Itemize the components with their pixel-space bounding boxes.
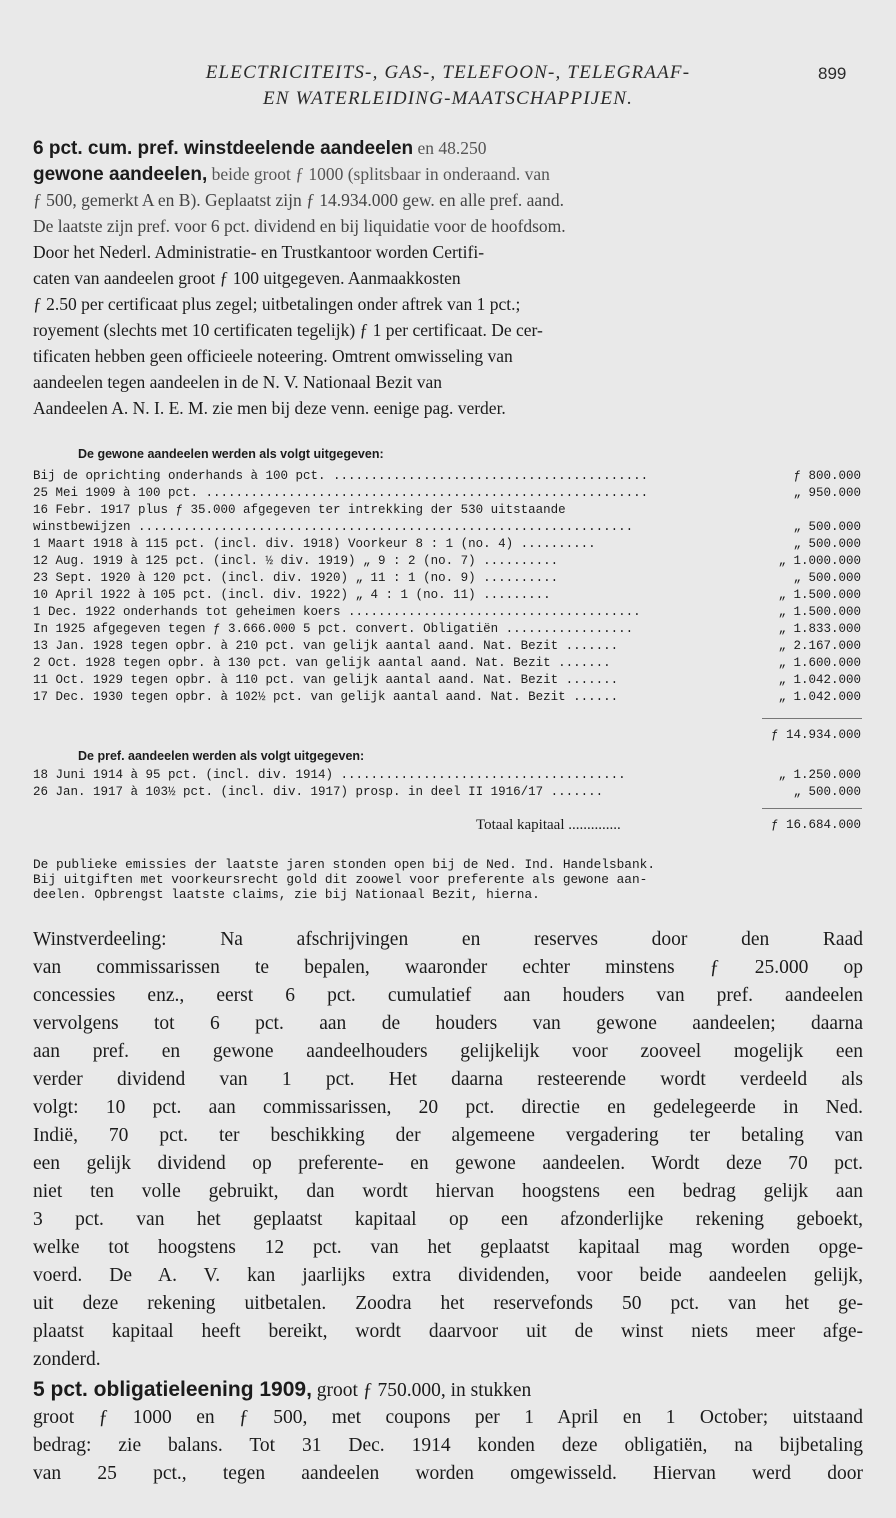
table-row-amount: „ 1.600.000 <box>778 656 861 670</box>
table-row: 11 Oct. 1929 tegen opbr. à 110 pct. van gelijk aantal aand. Nat. Bezit ....... <box>33 673 619 687</box>
intro-heading: 6 pct. cum. pref. winstdeelende aandeelen <box>33 138 414 159</box>
intro-line-11: Aandeelen A. N. I. E. M. zie men bij deze venn. eenige pag. verder. <box>33 398 506 418</box>
winst-line: aan pref. en gewone aandeelhouders gelijkelijk voor zooveel mogelijk een <box>33 1041 863 1062</box>
table-row: 23 Sept. 1920 à 120 pct. (incl. div. 1920) „ 11 : 1 (no. 9) .......... <box>33 571 559 585</box>
running-header-line1: ELECTRICITEITS-, GAS-, TELEFOON-, TELEGRAAF- <box>205 62 691 83</box>
subtotal-amount: ƒ 14.934.000 <box>770 728 861 742</box>
bond-heading: 5 pct. obligatieleening 1909, <box>33 1378 312 1401</box>
table-row-amount: „ 500.000 <box>793 520 861 534</box>
intro-line-10: aandeelen tegen aandeelen in de N. V. Nationaal Bezit van <box>33 372 442 392</box>
intro-line2-bold: gewone aandeelen, <box>33 164 208 185</box>
table-row: 13 Jan. 1928 tegen opbr. à 210 pct. van gelijk aantal aand. Nat. Bezit ....... <box>33 639 619 653</box>
winst-line: uit deze rekening uitbetalen. Zoodra het reservefonds 50 pct. van het ge- <box>33 1293 863 1314</box>
table-row: 16 Febr. 1917 plus ƒ 35.000 afgegeven ter intrekking der 530 uitstaande <box>33 503 566 517</box>
table-row: 10 April 1922 à 105 pct. (incl. div. 1922) „ 4 : 1 (no. 11) ......... <box>33 588 551 602</box>
winst-line: vervolgens tot 6 pct. aan de houders van gewone aandeelen; daarna <box>33 1013 863 1034</box>
note-line-3: deelen. Opbrengst laatste claims, zie bij Nationaal Bezit, hierna. <box>33 887 540 902</box>
table-row-amount: „ 500.000 <box>793 571 861 585</box>
winst-line: concessies enz., eerst 6 pct. cumulatief aan houders van pref. aandeelen <box>33 985 863 1006</box>
intro-line-9: tificaten hebben geen officieele noteering. Omtrent omwisseling van <box>33 346 513 366</box>
winst-line: verder dividend van 1 pct. Het daarna resteerende wordt verdeeld als <box>33 1069 863 1090</box>
intro-line-1 <box>33 137 863 160</box>
bond-line-3: bedrag: zie balans. Tot 31 Dec. 1914 konden deze obligatiën, na bijbetaling <box>33 1435 863 1456</box>
table-row-amount: „ 1.042.000 <box>778 673 861 687</box>
winst-line: Indië, 70 pct. ter beschikking der algemeene vergadering ter betaling van <box>33 1125 863 1146</box>
table-row-amount: „ 950.000 <box>793 486 861 500</box>
pref-heading: De pref. aandeelen werden als volgt uitgegeven: <box>78 749 365 763</box>
table-row-amount: „ 1.500.000 <box>778 605 861 619</box>
table-row: 26 Jan. 1917 à 103½ pct. (incl. div. 1917) prosp. in deel II 1916/17 ....... <box>33 785 604 799</box>
table-row-amount: „ 500.000 <box>793 537 861 551</box>
winst-line: zonderd. <box>33 1349 101 1370</box>
note-line-1: De publieke emissies der laatste jaren stonden open bij de Ned. Ind. Handelsbank. <box>33 857 656 872</box>
table-row-amount: „ 1.000.000 <box>778 554 861 568</box>
table-row: 1 Maart 1918 à 115 pct. (incl. div. 1918) Voorkeur 8 : 1 (no. 4) .......... <box>33 537 596 551</box>
intro-line-6: caten van aandeelen groot ƒ 100 uitgegeven. Aanmaakkosten <box>33 268 461 288</box>
intro-line-4: De laatste zijn pref. voor 6 pct. dividend en bij liquidatie voor de hoofdsom. <box>33 216 566 236</box>
table-row-amount: „ 1.500.000 <box>778 588 861 602</box>
note-line-2: Bij uitgiften met voorkeursrecht gold dit zoowel voor preferente als gewone aan- <box>33 872 648 887</box>
table-row-amount: „ 1.042.000 <box>778 690 861 704</box>
table-row-amount: „ 1.250.000 <box>778 768 861 782</box>
page-number: 899 <box>818 64 847 83</box>
table-row-amount: ƒ 800.000 <box>793 469 861 483</box>
table-row: Bij de oprichting onderhands à 100 pct. .......................................... <box>33 469 649 483</box>
table-row: 25 Mei 1909 à 100 pct. ........................................................... <box>33 486 649 500</box>
intro-line2-rest: beide groot ƒ 1000 (splitsbaar in onderaand. van <box>211 164 550 184</box>
winst-line: voerd. De A. V. kan jaarlijks extra dividenden, voor beide aandeelen gelijk, <box>33 1265 863 1286</box>
issues-heading: De gewone aandeelen werden als volgt uitgegeven: <box>78 447 384 461</box>
winst-line: welke tot hoogstens 12 pct. van het geplaatst kapitaal mag worden opge- <box>33 1237 863 1258</box>
running-header-line2: EN WATERLEIDING-MAATSCHAPPIJEN. <box>262 88 634 109</box>
table-row: In 1925 afgegeven tegen ƒ 3.666.000 5 pct. convert. Obligatiën ................. <box>33 622 634 636</box>
bond-line-2: groot ƒ 1000 en ƒ 500, met coupons per 1 April en 1 October; uitstaand <box>33 1407 863 1428</box>
winst-line: volgt: 10 pct. aan commissarissen, 20 pct. directie en gedelegeerde in Ned. <box>33 1097 863 1118</box>
winst-line: een gelijk dividend op preferente- en gewone aandeelen. Wordt deze 70 pct. <box>33 1153 863 1174</box>
intro-heading-rest: en 48.250 <box>417 138 487 158</box>
table-row-amount: „ 1.833.000 <box>778 622 861 636</box>
table-row: winstbewijzen .................................................................. <box>33 520 634 534</box>
table-row: 12 Aug. 1919 à 125 pct. (incl. ½ div. 1919) „ 9 : 2 (no. 7) .......... <box>33 554 559 568</box>
winst-line: 3 pct. van het geplaatst kapitaal op een afzonderlijke rekening geboekt, <box>33 1209 863 1230</box>
bond-line-1 <box>33 1378 863 1403</box>
winst-line: niet ten volle gebruikt, dan wordt hiervan hoogstens een bedrag gelijk aan <box>33 1181 863 1202</box>
table-row: 18 Juni 1914 à 95 pct. (incl. div. 1914) ...................................... <box>33 768 626 782</box>
table-row: 2 Oct. 1928 tegen opbr. à 130 pct. van gelijk aantal aand. Nat. Bezit ....... <box>33 656 611 670</box>
intro-line-8: royement (slechts met 10 certificaten tegelijk) ƒ 1 per certificaat. De cer- <box>33 320 543 340</box>
table-row: 1 Dec. 1922 onderhands tot geheimen koers ....................................... <box>33 605 641 619</box>
intro-line-2 <box>33 163 863 186</box>
intro-line-7: ƒ 2.50 per certificaat plus zegel; uitbetalingen onder aftrek van 1 pct.; <box>33 294 521 314</box>
winst-line: Winstverdeeling: Na afschrijvingen en reserves door den Raad <box>33 929 863 950</box>
winst-line: van commissarissen te bepalen, waaronder echter minstens ƒ 25.000 op <box>33 957 863 978</box>
winst-line: plaatst kapitaal heeft bereikt, wordt daarvoor uit de winst niets meer afge- <box>33 1321 863 1342</box>
total-rule <box>762 808 862 809</box>
total-amount: ƒ 16.684.000 <box>770 818 861 832</box>
bond-line-4: van 25 pct., tegen aandeelen worden omgewisseld. Hiervan werd door <box>33 1463 863 1484</box>
total-label: Totaal kapitaal .............. <box>476 817 621 833</box>
intro-line-3: ƒ 500, gemerkt A en B). Geplaatst zijn ƒ 14.934.000 gew. en alle pref. aand. <box>33 190 565 210</box>
intro-line-5: Door het Nederl. Administratie- en Trustkantoor worden Certifi- <box>33 242 485 262</box>
subtotal-rule <box>762 718 862 719</box>
table-row: 17 Dec. 1930 tegen opbr. à 102½ pct. van gelijk aantal aand. Nat. Bezit ...... <box>33 690 619 704</box>
bond-line1-rest: groot ƒ 750.000, in stukken <box>316 1380 532 1401</box>
table-row-amount: „ 2.167.000 <box>778 639 861 653</box>
table-row-amount: „ 500.000 <box>793 785 861 799</box>
